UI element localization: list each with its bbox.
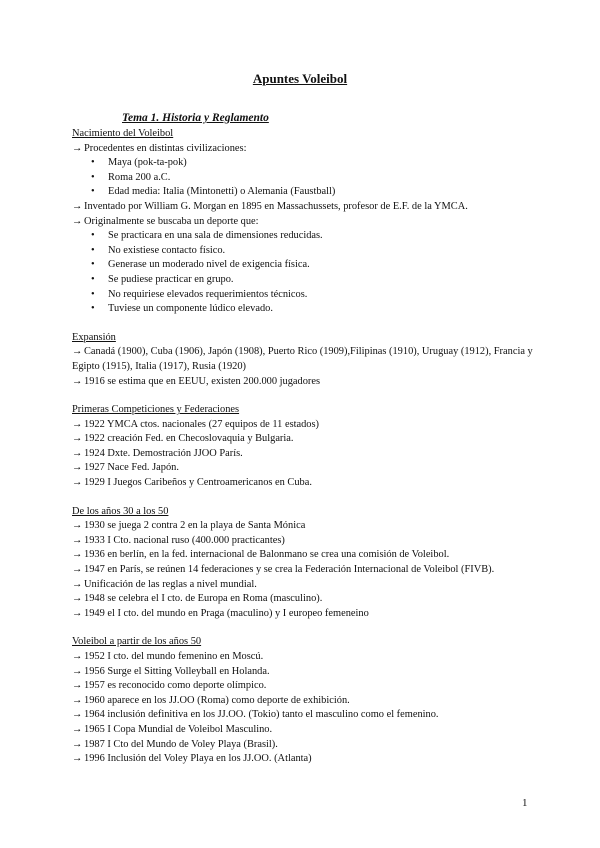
arrow-line xyxy=(72,418,542,433)
line-text: 1922 creación Fed. en Checoslovaquia y Bulgaria. xyxy=(84,433,294,445)
arrow-icon: → xyxy=(72,534,83,546)
line-text: 1987 I Cto del Mundo de Voley Playa (Brasil). xyxy=(84,738,278,750)
arrow-icon: → xyxy=(72,564,83,576)
line-text: 1956 Surge el Sitting Volleyball en Holanda. xyxy=(84,665,270,677)
section-heading: Expansión xyxy=(72,331,116,343)
bullet-item xyxy=(72,171,542,186)
line-text: 1924 Dxte. Demostración JJOO París. xyxy=(84,447,243,459)
line-text: 1960 aparece en los JJ.OO (Roma) como deporte de exhibición. xyxy=(84,694,350,706)
arrow-icon: → xyxy=(72,709,83,721)
section-gap xyxy=(72,317,542,331)
arrow-line xyxy=(72,534,542,549)
arrow-icon: → xyxy=(72,215,83,227)
bullet-item xyxy=(72,258,542,273)
line-text: 1930 se juega 2 contra 2 en la playa de Santa Mónica xyxy=(84,520,306,532)
bullet-item xyxy=(72,302,542,317)
line-text: Procedentes en distintas civilizaciones: xyxy=(84,142,247,154)
document-body xyxy=(72,127,542,767)
bullet-item xyxy=(72,185,542,200)
bullet-list xyxy=(72,156,542,200)
section-heading: De los años 30 a los 50 xyxy=(72,505,169,517)
arrow-icon: → xyxy=(72,200,83,212)
arrow-icon: → xyxy=(72,142,83,154)
arrow-icon: → xyxy=(72,651,83,662)
arrow-icon: → xyxy=(72,346,83,358)
arrow-icon: → xyxy=(72,433,83,445)
page-number: 1 xyxy=(522,797,528,809)
section-gap xyxy=(72,389,542,403)
bullet-icon: • xyxy=(91,244,95,256)
arrow-line xyxy=(72,375,542,390)
line-text: 1964 inclusión definitiva en los JJ.OO. (Tokio) tanto el masculino como el femenino. xyxy=(84,709,439,721)
bullet-icon: • xyxy=(91,273,95,285)
bullet-item xyxy=(72,156,542,171)
arrow-icon: → xyxy=(72,665,83,677)
arrow-line xyxy=(72,708,542,723)
arrow-line xyxy=(72,752,542,767)
line-text: 1947 en París, se reúnen 14 federaciones y se crea la Federación Internacional de Voleibol (FIVB). xyxy=(84,564,495,576)
bullet-item xyxy=(72,288,542,303)
arrow-line xyxy=(72,432,542,447)
arrow-line xyxy=(72,650,542,665)
arrow-icon: → xyxy=(72,549,83,561)
line-text: Unificación de las reglas a nivel mundial. xyxy=(84,578,257,590)
bullet-item xyxy=(72,273,542,288)
arrow-line xyxy=(72,548,542,563)
arrow-icon: → xyxy=(72,753,83,765)
arrow-icon: → xyxy=(72,418,83,430)
bullet-text: Maya (pok-ta-pok) xyxy=(108,157,187,169)
arrow-line xyxy=(72,345,542,374)
line-text: 1996 Inclusión del Voley Playa en los JJ.OO. (Atlanta) xyxy=(84,753,312,765)
arrow-icon: → xyxy=(72,694,83,706)
arrow-icon: → xyxy=(72,477,83,489)
arrow-icon: → xyxy=(72,593,83,605)
arrow-icon: → xyxy=(72,607,83,619)
arrow-icon: → xyxy=(72,723,83,735)
line-text: 1948 se celebra el I cto. de Europa en Roma (masculino). xyxy=(84,593,323,605)
arrow-line xyxy=(72,592,542,607)
arrow-icon: → xyxy=(72,447,83,459)
arrow-line xyxy=(72,519,542,534)
line-text: 1929 I Juegos Caribeños y Centroamericanos en Cuba. xyxy=(84,477,312,489)
bullet-list xyxy=(72,229,542,317)
arrow-line xyxy=(72,563,542,578)
line-text: 1952 I cto. del mundo femenino en Moscú. xyxy=(84,651,264,662)
arrow-icon: → xyxy=(72,375,83,387)
arrow-line xyxy=(72,200,542,215)
section-heading: Primeras Competiciones y Federaciones xyxy=(72,404,240,416)
bullet-text: Se pudiese practicar en grupo. xyxy=(108,273,234,285)
arrow-line xyxy=(72,665,542,680)
bullet-icon: • xyxy=(91,171,95,183)
bullet-icon: • xyxy=(91,303,95,315)
arrow-line xyxy=(72,694,542,709)
arrow-icon: → xyxy=(72,462,83,474)
bullet-icon: • xyxy=(91,259,95,271)
arrow-line xyxy=(72,738,542,753)
bullet-icon: • xyxy=(91,288,95,300)
bullet-item xyxy=(72,244,542,259)
line-text: 1957 es reconocido como deporte olímpico. xyxy=(84,680,267,692)
section-heading: Nacimiento del Voleibol xyxy=(72,128,174,139)
arrow-line xyxy=(72,142,542,157)
bullet-text: Se practicara en una sala de dimensiones reducidas. xyxy=(108,230,323,242)
section-gap xyxy=(72,491,542,505)
arrow-line xyxy=(72,679,542,694)
arrow-line xyxy=(72,215,542,230)
line-text: Canadá (1900), Cuba (1906), Japón (1908), Puerto Rico (1909),Filipinas (1910), Uruguay (1912), Francia y Egipto (1915), Italia (1917), Rusia (1920) xyxy=(72,346,533,372)
arrow-line xyxy=(72,447,542,462)
document-title: Apuntes Voleibol xyxy=(252,71,348,86)
topic-heading: Tema 1. Historia y Reglamento xyxy=(122,112,269,124)
line-text: 1933 I Cto. nacional ruso (400.000 practicantes) xyxy=(84,534,285,546)
bullet-text: Edad media: Italia (Mintonetti) o Alemania (Faustball) xyxy=(108,186,336,198)
bullet-text: Tuviese un componente lúdico elevado. xyxy=(108,303,273,315)
line-text: 1916 se estima que en EEUU, existen 200.000 jugadores xyxy=(84,375,321,387)
line-text: 1922 YMCA ctos. nacionales (27 equipos de 11 estados) xyxy=(84,418,320,430)
bullet-text: No requiriese elevados requerimientos técnicos. xyxy=(108,288,308,300)
bullet-icon: • xyxy=(91,157,95,169)
arrow-line xyxy=(72,607,542,622)
arrow-line xyxy=(72,578,542,593)
arrow-line xyxy=(72,461,542,476)
line-text: 1965 I Copa Mundial de Voleibol Masculino. xyxy=(84,723,273,735)
line-text: Inventado por William G. Morgan en 1895 en Massachussets, profesor de E.F. de la YMCA. xyxy=(84,200,468,212)
section-heading: Voleibol a partir de los años 50 xyxy=(72,636,202,648)
bullet-text: Roma 200 a.C. xyxy=(108,171,171,183)
line-text: 1949 el I cto. del mundo en Praga (maculino) y I europeo femeneino xyxy=(84,607,369,619)
bullet-icon: • xyxy=(91,186,95,198)
line-text: Originalmente se buscaba un deporte que: xyxy=(84,215,259,227)
arrow-icon: → xyxy=(72,578,83,590)
arrow-line xyxy=(72,476,542,491)
section-gap xyxy=(72,621,542,635)
arrow-icon: → xyxy=(72,520,83,532)
arrow-icon: → xyxy=(72,680,83,692)
line-text: 1927 Nace Fed. Japón. xyxy=(84,462,179,474)
bullet-item xyxy=(72,229,542,244)
line-text: 1936 en berlín, en la fed. internacional de Balonmano se crea una comisión de Voleibol. xyxy=(84,549,450,561)
arrow-icon: → xyxy=(72,738,83,750)
bullet-text: No existiese contacto físico. xyxy=(108,244,226,256)
bullet-text: Generase un moderado nivel de exigencia física. xyxy=(108,259,310,271)
bullet-icon: • xyxy=(91,230,95,242)
arrow-line xyxy=(72,723,542,738)
